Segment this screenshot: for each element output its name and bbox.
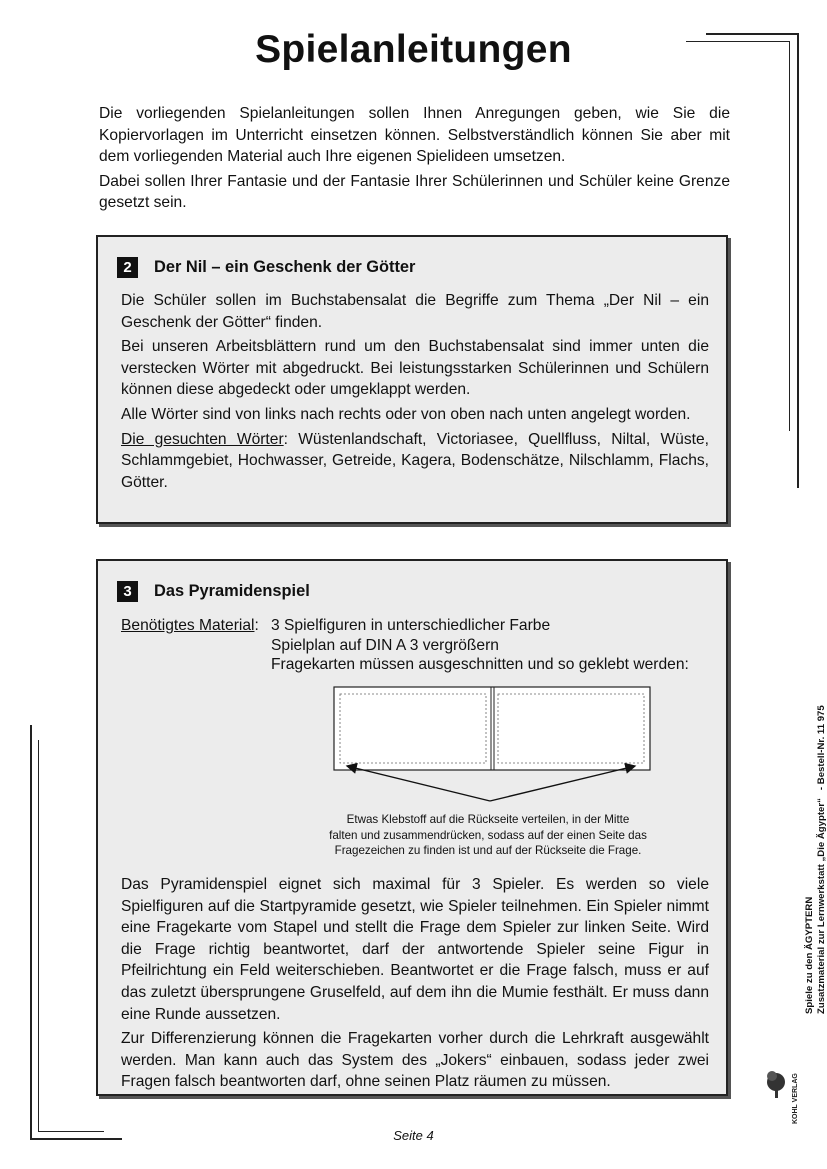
frame-line-left-inner bbox=[38, 740, 39, 1132]
frame-line-left-outer bbox=[30, 725, 32, 1139]
section-nil-paragraph-1: Die Schüler sollen im Buchstabensalat die Begriffe zum Thema „Der Nil – ein Geschenk der Götter“ finden. bbox=[121, 292, 709, 331]
section-pyramid-title: Das Pyramidenspiel bbox=[154, 582, 310, 600]
intro-text bbox=[99, 103, 730, 217]
page-footer: Seite 4 bbox=[393, 1128, 434, 1143]
caption-line: Etwas Klebstoff auf die Rückseite verteilen, in der Mitte bbox=[346, 813, 630, 826]
section-pyramid-paragraph-1: Das Pyramidenspiel eignet sich maximal für 3 Spieler. Es werden so viele Spielfiguren auf die Startpyramide gesetzt, wie Spieler teilnehmen. Ein Spieler nimmt eine Fragekarte vom Stapel und stellt die Frage dem Spieler zur linken Seite. Wird die Frage richtig beantwortet, darf der antwortende Spieler seine Figur in Pfeilrichtung ein Feld weiterschieben. Beantwortet er die Frage falsch, muss er auf das zuletzt übersprungene Gruselfeld, auf dem ihn die Mumie festhält. Er muss dann eine Runde aussetzen. bbox=[121, 876, 709, 1023]
material-item: Spielplan auf DIN A 3 vergrößern bbox=[271, 636, 499, 654]
arrow-right bbox=[490, 766, 635, 801]
section-number-badge: 2 bbox=[117, 257, 138, 278]
frame-line-right-inner bbox=[789, 41, 790, 431]
material-item: Fragekarten müssen ausgeschnitten und so geklebt werden: bbox=[271, 656, 689, 674]
section-nil-header bbox=[117, 257, 415, 278]
intro-paragraph-1: Die vorliegenden Spielanleitungen sollen Ihnen Anregungen geben, wie Sie die Kopiervorlagen im Unterricht einsetzen können. Selbstverständlich können Sie aber mit dem vorliegenden Material auch Ihre eigenen Spielideen umsetzen. bbox=[99, 105, 730, 166]
section-nil-word-list bbox=[121, 429, 709, 494]
sidebar-imprint bbox=[804, 705, 827, 1014]
caption-line: Fragezeichen zu finden ist und auf der Rückseite die Frage. bbox=[334, 844, 642, 857]
frame-line-right-outer bbox=[797, 33, 799, 488]
material-label: Benötigtes Material bbox=[121, 617, 255, 634]
word-list-label: Die gesuchten Wörter bbox=[121, 430, 284, 448]
sidebar-line-2a: Zusatzmaterial zur Lernwerkstatt „Die Ägypter“ bbox=[815, 798, 827, 1014]
section-nil-paragraph-3: Alle Wörter sind von links nach rechts oder von oben nach unten angelegt worden. bbox=[121, 405, 691, 423]
section-nil-paragraph-2: Bei unseren Arbeitsblättern rund um den Buchstabensalat sind immer unten die verstecken Wörter mit abgedruckt. Bei leistungsstarken Schülerinnen und Schülern können diese abgedeckt oder umgeklappt werden. bbox=[121, 338, 709, 399]
svg-text:KOHL VERLAG: KOHL VERLAG bbox=[792, 1073, 799, 1124]
section-nil-title: Der Nil – ein Geschenk der Götter bbox=[154, 258, 416, 276]
diagram-caption bbox=[288, 812, 688, 859]
sidebar-line-2 bbox=[816, 705, 827, 1014]
intro-paragraph-2: Dabei sollen Ihrer Fantasie und der Fantasie Ihrer Schülerinnen und Schüler keine Grenze gesetzt sein. bbox=[99, 172, 730, 212]
section-pyramid-body bbox=[121, 874, 709, 1096]
word-list-text: : Wüstenlandschaft, Victoriasee, Quellfluss, Niltal, Wüste, Schlammgebiet, Hochwasser, Getreide, Kagera, Bodenschätze, Nilschlamm, Flachs, Götter. bbox=[121, 430, 709, 491]
section-pyramid-paragraph-2: Zur Differenzierung können die Fragekarten vorher durch die Lehrkraft ausgewählt werden. Man kann auch das System des „Jokers“ einbauen, sodass jeder zwei Fragen falsch beantworten darf, ohne seinen Platz räumen zu müssen. bbox=[121, 1030, 709, 1091]
sidebar-line-1: Spiele zu den ÄGYPTERN bbox=[804, 896, 815, 1014]
section-nil-box bbox=[96, 235, 728, 524]
arrow-left bbox=[347, 766, 490, 801]
section-pyramid-box bbox=[96, 559, 728, 1096]
page-title: Spielanleitungen bbox=[255, 28, 572, 71]
caption-line: falten und zusammendrücken, sodass auf der einen Seite das bbox=[329, 828, 647, 842]
section-number-badge: 3 bbox=[117, 581, 138, 602]
publisher-logo bbox=[766, 1068, 802, 1126]
material-colon: : bbox=[254, 617, 259, 634]
section-nil-body bbox=[121, 290, 709, 496]
card-outline bbox=[334, 687, 650, 770]
material-item: 3 Spielfiguren in unterschiedlicher Farbe bbox=[271, 617, 551, 634]
sidebar-line-2b: - Bestell-Nr. 11 975 bbox=[815, 705, 827, 791]
